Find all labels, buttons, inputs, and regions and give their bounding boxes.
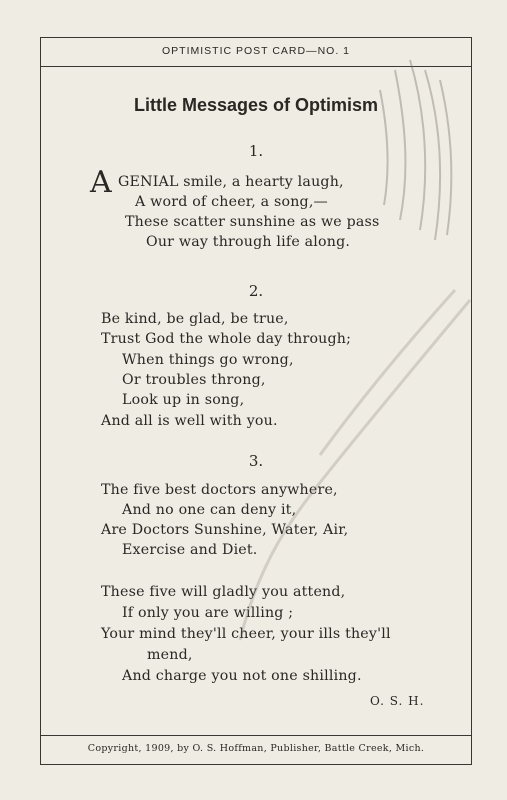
poem-2-line: Or troubles throng, (122, 372, 266, 388)
poem-3-line: mend, (147, 647, 193, 663)
poem-3-line: Are Doctors Sunshine, Water, Air, (101, 522, 349, 538)
poem-3-line: The five best doctors anywhere, (101, 482, 338, 498)
poem-2-line: And all is well with you. (101, 413, 278, 429)
poem-1-line: Our way through life along. (146, 234, 351, 250)
poem-3-line: If only you are willing ; (122, 605, 294, 621)
poem-number-2: 2. (248, 282, 264, 300)
poem-2-line: When things go wrong, (122, 352, 294, 368)
poem-1-line: A word of cheer, a song,— (135, 194, 328, 210)
poem-3-line: And no one can deny it, (122, 502, 297, 518)
poem-number-1: 1. (248, 142, 264, 160)
poem-2-line: Trust God the whole day through; (101, 331, 352, 347)
poem-1-line: These scatter sunshine as we pass (125, 214, 380, 230)
poem-3-line: Your mind they'll cheer, your ills they'll (101, 626, 391, 642)
poem-2-line: Look up in song, (122, 392, 245, 408)
signature: O. S. H. (370, 694, 425, 708)
poem-1-line: GENIAL smile, a hearty laugh, (118, 174, 344, 190)
page-title: Little Messages of Optimism (133, 95, 379, 115)
poem-3-line: These five will gladly you attend, (101, 584, 346, 600)
poem-3-line: And charge you not one shilling. (122, 668, 362, 684)
poem-2-line: Be kind, be glad, be true, (101, 311, 289, 327)
copyright-footer: Copyright, 1909, by O. S. Hoffman, Publisher, Battle Creek, Mich. (87, 743, 425, 754)
poem-3-line: Exercise and Diet. (122, 542, 258, 558)
drop-cap: A (90, 165, 112, 200)
poem-number-3: 3. (248, 452, 264, 470)
card-header: OPTIMISTIC POST CARD—NO. 1 (162, 45, 350, 57)
